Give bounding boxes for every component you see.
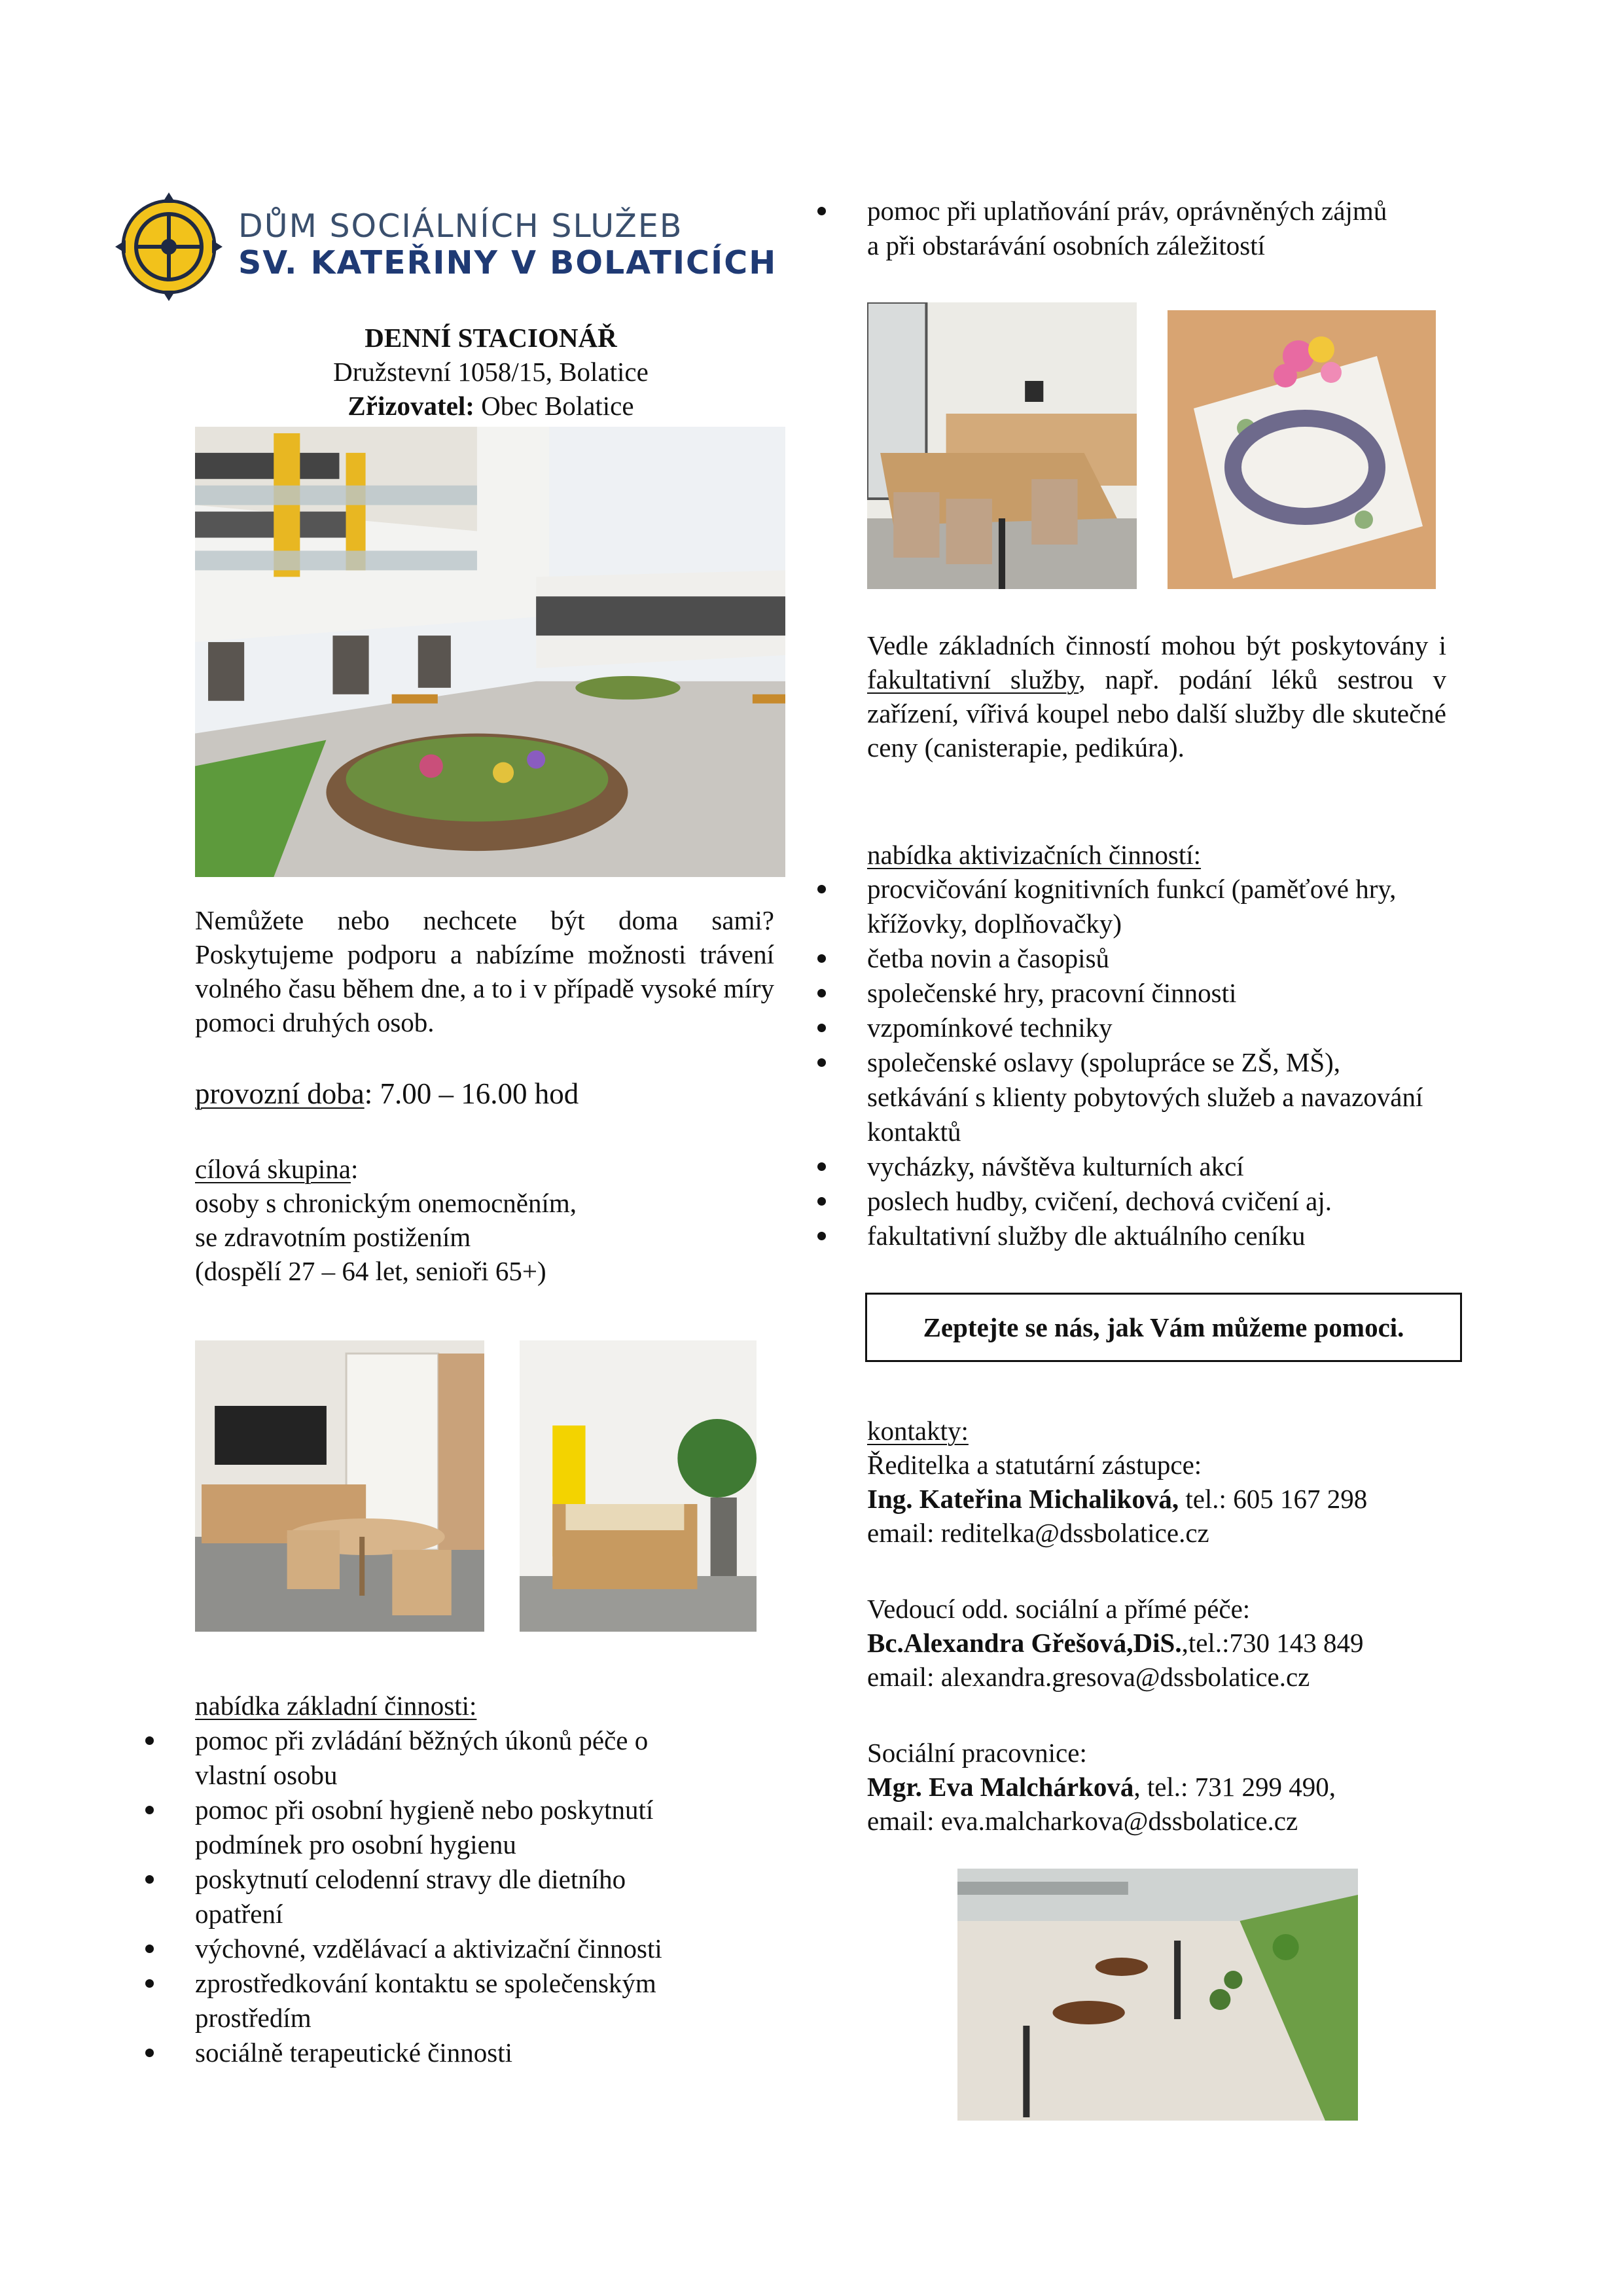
- list-item: vzpomínkové techniky: [867, 1011, 1446, 1045]
- wheel-emblem-icon: [110, 191, 228, 302]
- contact-name: Mgr. Eva Malchárková: [867, 1772, 1134, 1802]
- contact-director: [867, 1448, 1456, 1550]
- list-item: pomoc při osobní hygieně nebo poskytnutí podmínek pro osobní hygienu: [195, 1793, 758, 1862]
- contact-social-worker: [867, 1736, 1456, 1838]
- decoration-photo: [1168, 310, 1436, 589]
- contact-email[interactable]: email: eva.malcharkova@dssbolatice.cz: [867, 1806, 1298, 1836]
- list-item: poslech hudby, cvičení, dechová cvičení aj.: [867, 1184, 1446, 1219]
- contact-role: Ředitelka a statutární zástupce:: [867, 1450, 1202, 1480]
- logo-subtitle: SV. KATEŘINY V BOLATICÍCH: [238, 244, 777, 281]
- hours-label: provozní doba: [195, 1077, 365, 1110]
- list-item: pomoc při uplatňování práv, oprávněných zájmů a při obstarávání osobních záležitostí: [867, 194, 1404, 263]
- founder-line: [196, 389, 785, 423]
- contact-phone: tel.: 605 167 298: [1179, 1484, 1368, 1514]
- logo-title: DŮM SOCIÁLNÍCH SLUŽEB: [238, 207, 683, 245]
- contact-name: Bc.Alexandra Gřešová,DiS.: [867, 1628, 1182, 1658]
- list-item: zprostředkování kontaktu se společenským prostředím: [195, 1966, 758, 2036]
- list-item: vycházky, návštěva kulturních akcí: [867, 1149, 1446, 1184]
- founder-label: Zřizovatel:: [348, 391, 474, 421]
- logo: [110, 191, 777, 302]
- call-to-action-box: Zeptejte se nás, jak Vám můžeme pomoci.: [865, 1293, 1462, 1362]
- opening-hours: [195, 1075, 579, 1112]
- optional-services-link: fakultativní služby: [867, 664, 1079, 694]
- contact-role: Vedoucí odd. sociální a přímé péče:: [867, 1594, 1251, 1624]
- page-title: DENNÍ STACIONÁŘ: [365, 323, 617, 353]
- dining-room-photo: [867, 302, 1137, 589]
- target-group-line: osoby s chronickým onemocněním,: [195, 1188, 577, 1218]
- contact-email[interactable]: email: reditelka@dssbolatice.cz: [867, 1518, 1209, 1548]
- list-item: společenské hry, pracovní činnosti: [867, 976, 1446, 1011]
- list-item: výchovné, vzdělávací a aktivizační činnosti: [195, 1931, 771, 1966]
- contacts-heading: kontakty:: [867, 1416, 969, 1446]
- optional-services-paragraph: Vedle základních činností mohou být poskytovány i fakultativní služby, např. podání léků sestrou v zařízení, vířivá koupel nebo další služby dle skutečné ceny (canisterapie, pedikúra).: [867, 630, 1446, 762]
- list-item: pomoc při zvládání běžných úkonů péče o vlastní osobu: [195, 1723, 705, 1793]
- list-item: společenské oslavy (spolupráce se ZŠ, MŠ), setkávání s klienty pobytových služeb a navazování kontaktů: [867, 1045, 1430, 1149]
- activation-heading: nabídka aktivizačních činností:: [867, 840, 1202, 870]
- list-item: poskytnutí celodenní stravy dle dietního opatření: [195, 1862, 719, 1931]
- activation-list: [867, 872, 1446, 1253]
- list-item: fakultativní služby dle aktuálního ceníku: [867, 1219, 1446, 1253]
- basic-services-heading: nabídka základní činnosti:: [195, 1691, 477, 1721]
- founder-value: Obec Bolatice: [481, 391, 634, 421]
- contact-phone: ,tel.:730 143 849: [1181, 1628, 1364, 1658]
- list-item: četba novin a časopisů: [867, 941, 1446, 976]
- address: Družstevní 1058/15, Bolatice: [333, 357, 649, 387]
- contact-email[interactable]: email: alexandra.gresova@dssbolatice.cz: [867, 1662, 1310, 1692]
- rest-room-photo: [520, 1340, 757, 1632]
- contact-phone: , tel.: 731 299 490,: [1133, 1772, 1336, 1802]
- list-item: procvičování kognitivních funkcí (paměťové hry, křížovky, doplňovačky): [867, 872, 1417, 941]
- target-group-heading: cílová skupina:: [195, 1154, 359, 1184]
- intro-paragraph: Nemůžete nebo nechcete být doma sami? Poskytujeme podporu a nabízíme možnosti trávení volného času během dne, a to i v případě vysoké míry pomoci druhých osob.: [195, 905, 774, 1037]
- hours-value: : 7.00 – 16.00 hod: [364, 1077, 579, 1110]
- target-group: [195, 1152, 771, 1288]
- terrace-photo: [957, 1869, 1358, 2121]
- target-group-line: se zdravotním postižením: [195, 1222, 471, 1252]
- basic-services-list: [195, 1723, 771, 2070]
- day-room-photo: [195, 1340, 484, 1632]
- target-group-line: (dospělí 27 – 64 let, senioři 65+): [195, 1256, 546, 1286]
- contact-role: Sociální pracovnice:: [867, 1738, 1087, 1768]
- contact-name: Ing. Kateřina Michaliková,: [867, 1484, 1179, 1514]
- list-item: sociálně terapeutické činnosti: [195, 2036, 771, 2070]
- basic-services-list-continued: [867, 194, 1456, 263]
- building-courtyard-photo: [195, 427, 785, 877]
- contact-head-social: [867, 1592, 1456, 1694]
